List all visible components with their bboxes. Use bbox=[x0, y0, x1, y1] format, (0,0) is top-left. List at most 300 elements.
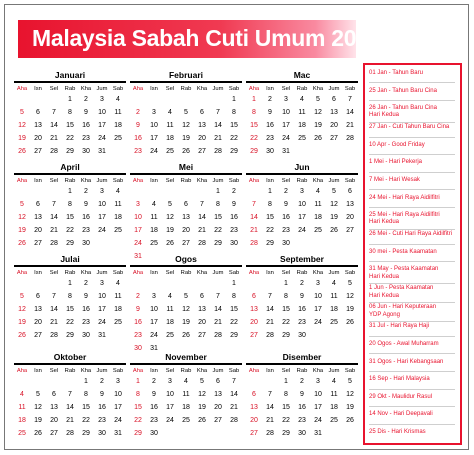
date-cell: 5 bbox=[316, 96, 320, 103]
date-cell: 30 bbox=[98, 430, 106, 437]
date-grid bbox=[130, 185, 242, 263]
date-grid bbox=[246, 93, 358, 158]
date-cell: 20 bbox=[198, 319, 206, 326]
date-cell: 30 bbox=[134, 345, 142, 352]
date-cell: 18 bbox=[182, 404, 190, 411]
day-header: Kha bbox=[196, 270, 208, 276]
day-headers bbox=[14, 367, 126, 375]
holiday-text: 16 Sep - Hari Malaysia bbox=[369, 376, 430, 383]
empty-cell bbox=[246, 375, 262, 388]
empty-cell bbox=[146, 185, 162, 198]
holiday-divider bbox=[369, 244, 455, 245]
date-cell: 22 bbox=[282, 319, 290, 326]
day-header: Aha bbox=[16, 368, 28, 374]
empty-cell bbox=[130, 277, 146, 290]
month-oktober bbox=[14, 352, 126, 440]
date-cell: 25 bbox=[330, 319, 338, 326]
month-september bbox=[246, 254, 358, 342]
date-cell: 26 bbox=[182, 332, 190, 339]
day-headers bbox=[246, 177, 358, 185]
month-title: Ogos bbox=[130, 254, 242, 267]
date-cell: 11 bbox=[150, 214, 158, 221]
date-cell: 2 bbox=[84, 188, 88, 195]
holiday-text: 31 Jul - Hari Raya Haji bbox=[369, 323, 430, 330]
empty-cell bbox=[210, 277, 226, 290]
date-cell: 18 bbox=[114, 306, 122, 313]
empty-cell bbox=[46, 375, 62, 388]
empty-cell bbox=[162, 277, 178, 290]
date-cell: 16 bbox=[230, 214, 238, 221]
date-cell: 29 bbox=[214, 240, 222, 247]
date-cell: 31 bbox=[114, 430, 122, 437]
empty-cell bbox=[246, 185, 262, 198]
date-cell: 12 bbox=[18, 214, 26, 221]
date-cell: 7 bbox=[268, 391, 272, 398]
date-cell: 8 bbox=[84, 391, 88, 398]
date-cell: 7 bbox=[232, 378, 236, 385]
date-cell: 19 bbox=[314, 122, 322, 129]
empty-cell bbox=[130, 185, 146, 198]
day-header: Kha bbox=[196, 178, 208, 184]
empty-cell bbox=[46, 93, 62, 106]
date-cell: 12 bbox=[18, 306, 26, 313]
day-headers bbox=[246, 85, 358, 93]
date-cell: 20 bbox=[34, 135, 42, 142]
date-grid bbox=[14, 375, 126, 440]
date-cell: 28 bbox=[50, 240, 58, 247]
date-grid bbox=[14, 185, 126, 250]
day-header: Jum bbox=[212, 368, 224, 374]
empty-cell bbox=[210, 93, 226, 106]
page-title: Malaysia Sabah Cuti Umum 2020 bbox=[32, 25, 382, 51]
date-cell: 13 bbox=[214, 391, 222, 398]
date-cell: 27 bbox=[182, 240, 190, 247]
date-cell: 27 bbox=[34, 240, 42, 247]
date-cell: 21 bbox=[66, 417, 74, 424]
day-header: Aha bbox=[132, 86, 144, 92]
date-cell: 1 bbox=[232, 280, 236, 287]
date-cell: 21 bbox=[250, 227, 258, 234]
holiday-item bbox=[369, 231, 461, 238]
day-header: Aha bbox=[132, 178, 144, 184]
date-cell: 16 bbox=[282, 214, 290, 221]
holiday-item bbox=[369, 124, 461, 131]
day-header: Aha bbox=[248, 270, 260, 276]
date-cell: 5 bbox=[348, 280, 352, 287]
date-cell: 14 bbox=[198, 214, 206, 221]
day-headers bbox=[14, 177, 126, 185]
day-header: Sab bbox=[228, 86, 240, 92]
holiday-text: 25 Mei - Hari Raya Aidilfitri bbox=[369, 212, 440, 219]
date-cell: 17 bbox=[134, 227, 142, 234]
date-cell: 1 bbox=[216, 188, 220, 195]
day-header: Sel bbox=[281, 86, 291, 92]
month-april bbox=[14, 162, 126, 250]
date-cell: 4 bbox=[168, 109, 172, 116]
date-cell: 1 bbox=[68, 96, 72, 103]
date-cell: 24 bbox=[150, 332, 158, 339]
date-cell: 30 bbox=[298, 430, 306, 437]
empty-cell bbox=[46, 277, 62, 290]
day-headers bbox=[130, 177, 242, 185]
date-cell: 9 bbox=[84, 109, 88, 116]
date-cell: 12 bbox=[34, 404, 42, 411]
date-cell: 9 bbox=[84, 201, 88, 208]
day-header: Rab bbox=[296, 86, 308, 92]
date-cell: 25 bbox=[166, 332, 174, 339]
holiday-divider bbox=[369, 137, 455, 138]
date-grid bbox=[246, 375, 358, 440]
date-cell: 14 bbox=[50, 122, 58, 129]
date-cell: 26 bbox=[34, 430, 42, 437]
holiday-item bbox=[369, 394, 461, 401]
date-cell: 20 bbox=[214, 404, 222, 411]
holiday-divider bbox=[369, 353, 455, 354]
date-cell: 11 bbox=[18, 404, 26, 411]
date-cell: 7 bbox=[200, 201, 204, 208]
date-cell: 27 bbox=[346, 227, 354, 234]
day-header: Isn bbox=[34, 270, 42, 276]
date-cell: 26 bbox=[198, 417, 206, 424]
date-cell: 8 bbox=[68, 109, 72, 116]
day-header: Sab bbox=[228, 270, 240, 276]
holiday-item bbox=[369, 70, 461, 77]
date-cell: 10 bbox=[166, 391, 174, 398]
day-header: Aha bbox=[248, 368, 260, 374]
date-cell: 12 bbox=[18, 122, 26, 129]
holiday-text: Hari Kedua bbox=[369, 219, 400, 226]
empty-cell bbox=[30, 185, 46, 198]
date-grid bbox=[14, 93, 126, 158]
day-header: Rab bbox=[180, 368, 192, 374]
holiday-text: YDP Agong bbox=[369, 311, 400, 318]
month-title: Julai bbox=[14, 254, 126, 267]
date-cell: 30 bbox=[266, 148, 274, 155]
date-cell: 29 bbox=[250, 148, 258, 155]
date-cell: 4 bbox=[168, 293, 172, 300]
date-cell: 17 bbox=[314, 306, 322, 313]
date-cell: 13 bbox=[34, 214, 42, 221]
empty-cell bbox=[178, 185, 194, 198]
date-cell: 20 bbox=[198, 135, 206, 142]
day-header: Sab bbox=[344, 368, 356, 374]
holiday-text: 25 Dis - Hari Krismas bbox=[369, 429, 426, 435]
date-cell: 24 bbox=[166, 417, 174, 424]
date-cell: 28 bbox=[50, 332, 58, 339]
empty-cell bbox=[62, 375, 78, 388]
holiday-item bbox=[369, 159, 461, 166]
date-cell: 13 bbox=[250, 404, 258, 411]
holiday-item bbox=[369, 212, 461, 226]
date-cell: 6 bbox=[216, 378, 220, 385]
day-header: Rab bbox=[64, 178, 76, 184]
date-cell: 23 bbox=[230, 227, 238, 234]
date-cell: 27 bbox=[250, 430, 258, 437]
empty-cell bbox=[46, 185, 62, 198]
month-title: Februari bbox=[130, 70, 242, 83]
date-cell: 9 bbox=[232, 201, 236, 208]
date-cell: 28 bbox=[250, 240, 258, 247]
date-cell: 19 bbox=[182, 135, 190, 142]
date-cell: 26 bbox=[330, 227, 338, 234]
date-cell: 7 bbox=[252, 201, 256, 208]
date-cell: 4 bbox=[116, 96, 120, 103]
date-cell: 21 bbox=[266, 417, 274, 424]
date-cell: 21 bbox=[198, 227, 206, 234]
date-cell: 25 bbox=[150, 240, 158, 247]
date-cell: 22 bbox=[82, 417, 90, 424]
date-cell: 3 bbox=[316, 280, 320, 287]
date-cell: 24 bbox=[314, 319, 322, 326]
day-header: Jum bbox=[212, 270, 224, 276]
day-header: Jum bbox=[328, 178, 340, 184]
holiday-item bbox=[369, 285, 461, 299]
date-cell: 26 bbox=[18, 332, 26, 339]
date-cell: 20 bbox=[250, 319, 258, 326]
day-headers bbox=[130, 269, 242, 277]
date-cell: 17 bbox=[150, 319, 158, 326]
empty-cell bbox=[262, 277, 278, 290]
day-header: Sab bbox=[112, 178, 124, 184]
date-cell: 7 bbox=[68, 391, 72, 398]
month-ogos bbox=[130, 254, 242, 355]
day-header: Rab bbox=[296, 178, 308, 184]
date-cell: 8 bbox=[68, 201, 72, 208]
holiday-divider bbox=[369, 229, 455, 230]
date-cell: 17 bbox=[150, 135, 158, 142]
date-cell: 2 bbox=[136, 293, 140, 300]
date-cell: 13 bbox=[198, 122, 206, 129]
date-cell: 16 bbox=[82, 122, 90, 129]
date-cell: 21 bbox=[214, 135, 222, 142]
date-cell: 23 bbox=[282, 227, 290, 234]
date-cell: 27 bbox=[34, 148, 42, 155]
date-cell: 3 bbox=[300, 188, 304, 195]
date-cell: 4 bbox=[152, 201, 156, 208]
month-januari bbox=[14, 70, 126, 158]
holiday-text: 7 Mei - Hari Wesak bbox=[369, 177, 420, 183]
date-cell: 7 bbox=[52, 201, 56, 208]
holiday-divider bbox=[369, 100, 455, 101]
date-cell: 5 bbox=[184, 109, 188, 116]
date-cell: 11 bbox=[330, 293, 338, 300]
day-header: Sel bbox=[49, 270, 59, 276]
holiday-list bbox=[363, 63, 462, 445]
date-cell: 14 bbox=[266, 306, 274, 313]
date-cell: 29 bbox=[230, 332, 238, 339]
date-cell: 22 bbox=[66, 135, 74, 142]
date-cell: 15 bbox=[134, 404, 142, 411]
date-cell: 5 bbox=[348, 378, 352, 385]
date-cell: 6 bbox=[252, 293, 256, 300]
date-cell: 29 bbox=[66, 240, 74, 247]
date-cell: 2 bbox=[84, 96, 88, 103]
date-cell: 8 bbox=[232, 109, 236, 116]
day-header: Sel bbox=[165, 178, 175, 184]
holiday-divider bbox=[369, 371, 455, 372]
date-cell: 14 bbox=[214, 122, 222, 129]
date-cell: 8 bbox=[232, 293, 236, 300]
date-cell: 17 bbox=[166, 404, 174, 411]
date-cell: 25 bbox=[114, 319, 122, 326]
date-cell: 3 bbox=[284, 96, 288, 103]
day-header: Jum bbox=[96, 368, 108, 374]
date-cell: 28 bbox=[66, 430, 74, 437]
date-cell: 29 bbox=[282, 430, 290, 437]
date-cell: 12 bbox=[314, 109, 322, 116]
holiday-divider bbox=[369, 261, 455, 262]
day-header: Isn bbox=[150, 86, 158, 92]
date-cell: 23 bbox=[82, 135, 90, 142]
date-cell: 17 bbox=[314, 404, 322, 411]
date-cell: 11 bbox=[114, 109, 122, 116]
date-cell: 5 bbox=[20, 201, 24, 208]
date-cell: 27 bbox=[250, 332, 258, 339]
date-cell: 15 bbox=[250, 122, 258, 129]
day-header: Jum bbox=[328, 368, 340, 374]
day-header: Sel bbox=[281, 368, 291, 374]
day-header: Isn bbox=[266, 86, 274, 92]
date-cell: 3 bbox=[168, 378, 172, 385]
holiday-divider bbox=[369, 406, 455, 407]
date-cell: 9 bbox=[268, 109, 272, 116]
day-headers bbox=[130, 367, 242, 375]
date-cell: 14 bbox=[66, 404, 74, 411]
day-header: Sab bbox=[112, 270, 124, 276]
date-cell: 26 bbox=[166, 240, 174, 247]
holiday-divider bbox=[369, 122, 455, 123]
date-cell: 12 bbox=[346, 293, 354, 300]
day-header: Aha bbox=[248, 86, 260, 92]
date-cell: 23 bbox=[134, 148, 142, 155]
date-cell: 5 bbox=[184, 293, 188, 300]
date-cell: 29 bbox=[230, 148, 238, 155]
date-cell: 22 bbox=[66, 319, 74, 326]
day-header: Sab bbox=[344, 86, 356, 92]
date-cell: 25 bbox=[114, 135, 122, 142]
day-header: Sel bbox=[165, 86, 175, 92]
month-title: Disember bbox=[246, 352, 358, 365]
day-header: Isn bbox=[150, 178, 158, 184]
date-cell: 29 bbox=[66, 148, 74, 155]
date-cell: 24 bbox=[314, 417, 322, 424]
date-cell: 8 bbox=[68, 293, 72, 300]
date-cell: 16 bbox=[98, 404, 106, 411]
day-headers bbox=[246, 269, 358, 277]
empty-cell bbox=[194, 93, 210, 106]
date-cell: 26 bbox=[182, 148, 190, 155]
holiday-divider bbox=[369, 207, 455, 208]
date-cell: 1 bbox=[68, 280, 72, 287]
date-cell: 15 bbox=[214, 214, 222, 221]
day-headers bbox=[246, 367, 358, 375]
date-cell: 4 bbox=[316, 188, 320, 195]
date-cell: 17 bbox=[282, 122, 290, 129]
month-title: Mac bbox=[246, 70, 358, 83]
date-cell: 28 bbox=[230, 417, 238, 424]
date-cell: 29 bbox=[66, 332, 74, 339]
date-cell: 9 bbox=[284, 201, 288, 208]
empty-cell bbox=[14, 185, 30, 198]
date-cell: 10 bbox=[98, 201, 106, 208]
month-title: Oktober bbox=[14, 352, 126, 365]
date-cell: 6 bbox=[36, 109, 40, 116]
date-cell: 10 bbox=[150, 122, 158, 129]
date-cell: 15 bbox=[66, 306, 74, 313]
date-cell: 3 bbox=[100, 188, 104, 195]
date-cell: 25 bbox=[330, 417, 338, 424]
day-header: Kha bbox=[80, 368, 92, 374]
date-cell: 6 bbox=[252, 391, 256, 398]
date-cell: 5 bbox=[20, 109, 24, 116]
date-cell: 6 bbox=[200, 293, 204, 300]
date-cell: 18 bbox=[150, 227, 158, 234]
holiday-divider bbox=[369, 321, 455, 322]
date-cell: 24 bbox=[114, 417, 122, 424]
holiday-text: 26 Jan - Tahun Baru Cina bbox=[369, 105, 437, 112]
date-cell: 23 bbox=[150, 417, 158, 424]
date-cell: 28 bbox=[266, 430, 274, 437]
day-headers bbox=[130, 85, 242, 93]
holiday-text: 1 Mei - Hari Pekerja bbox=[369, 159, 423, 166]
date-cell: 10 bbox=[282, 109, 290, 116]
holiday-text: 10 Apr - Good Friday bbox=[369, 141, 425, 148]
day-header: Sel bbox=[165, 368, 175, 374]
date-cell: 18 bbox=[18, 417, 26, 424]
day-header: Rab bbox=[180, 86, 192, 92]
empty-cell bbox=[146, 93, 162, 106]
day-header: Jum bbox=[328, 270, 340, 276]
date-cell: 18 bbox=[114, 214, 122, 221]
month-title: Jun bbox=[246, 162, 358, 175]
date-cell: 24 bbox=[134, 240, 142, 247]
holiday-divider bbox=[369, 283, 455, 284]
date-cell: 22 bbox=[266, 227, 274, 234]
date-grid bbox=[130, 375, 242, 440]
date-cell: 26 bbox=[314, 135, 322, 142]
holiday-item bbox=[369, 304, 461, 318]
holiday-text: 06 Jun - Hari Keputeraan bbox=[369, 304, 437, 311]
date-cell: 21 bbox=[266, 319, 274, 326]
date-cell: 22 bbox=[134, 417, 142, 424]
date-cell: 4 bbox=[332, 378, 336, 385]
month-title: Mei bbox=[130, 162, 242, 175]
date-cell: 26 bbox=[18, 240, 26, 247]
date-cell: 22 bbox=[230, 135, 238, 142]
day-header: Sel bbox=[281, 270, 291, 276]
date-cell: 26 bbox=[346, 319, 354, 326]
empty-cell bbox=[162, 93, 178, 106]
date-cell: 11 bbox=[114, 293, 122, 300]
date-cell: 13 bbox=[330, 109, 338, 116]
date-cell: 24 bbox=[98, 135, 106, 142]
empty-cell bbox=[14, 277, 30, 290]
date-cell: 20 bbox=[34, 319, 42, 326]
date-cell: 25 bbox=[182, 417, 190, 424]
date-cell: 19 bbox=[166, 227, 174, 234]
day-header: Sab bbox=[344, 270, 356, 276]
month-title: November bbox=[130, 352, 242, 365]
month-title: Januari bbox=[14, 70, 126, 83]
date-cell: 14 bbox=[230, 391, 238, 398]
day-header: Kha bbox=[80, 86, 92, 92]
holiday-item bbox=[369, 359, 461, 366]
date-cell: 17 bbox=[114, 404, 122, 411]
date-cell: 23 bbox=[134, 332, 142, 339]
date-cell: 2 bbox=[284, 188, 288, 195]
holiday-text: 29 Okt - Maulidur Rasul bbox=[369, 393, 433, 400]
month-jun bbox=[246, 162, 358, 250]
